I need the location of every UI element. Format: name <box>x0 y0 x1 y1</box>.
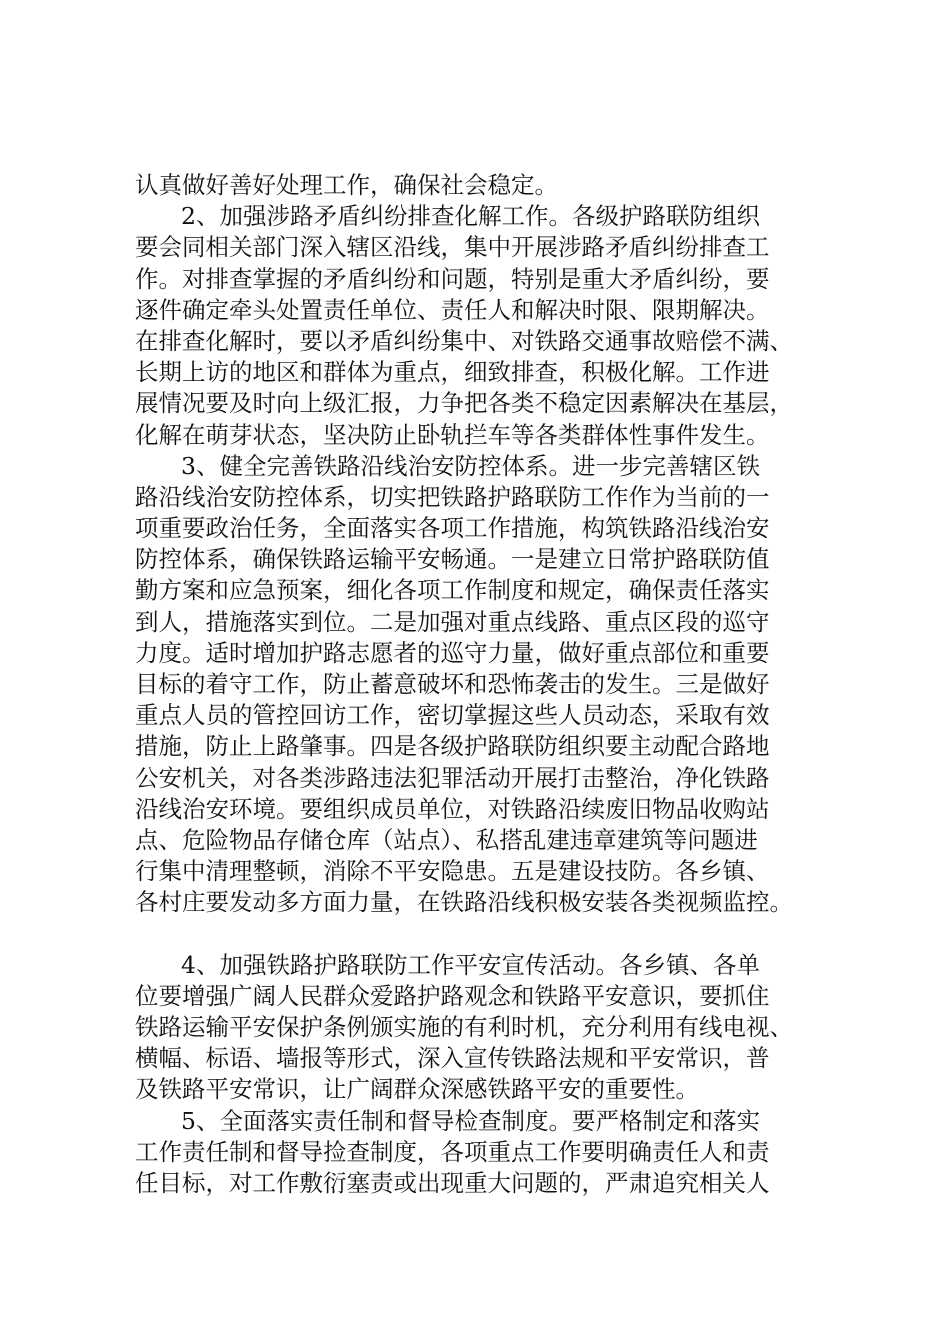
text-line: 路沿线治安防控体系，切实把铁路护路联防工作作为当前的一 <box>135 482 770 511</box>
paragraph-3-start: 3、健全完善铁路沿线治安防控体系。进一步完善辖区铁 <box>181 451 760 480</box>
text-line: 项重要政治任务，全面落实各项工作措施，构筑铁路沿线治安 <box>135 514 770 543</box>
text-line: 勤方案和应急预案，细化各项工作制度和规定，确保责任落实 <box>135 576 770 605</box>
document-body <box>135 170 835 1199</box>
text-line: 横幅、标语、墙报等形式，深入宣传铁路法规和平安常识，普 <box>135 1044 770 1073</box>
text-line: 化解在萌芽状态，坚决防止卧轨拦车等各类群体性事件发生。 <box>135 420 770 449</box>
text-line: 点、危险物品存储仓库（站点）、私搭乱建违章建筑等问题进 <box>135 825 758 854</box>
text-line: 工作责任制和督导捡查制度，各项重点工作要明确责任人和责 <box>135 1137 770 1166</box>
paragraph-2-start: 2、加强涉路矛盾纠纷排查化解工作。各级护路联防组织 <box>181 202 760 231</box>
text-line: 力度。适时增加护路志愿者的巡守力量，做好重点部位和重要 <box>135 638 770 667</box>
paragraph-spacer <box>135 919 835 950</box>
text-line: 在排查化解时，要以矛盾纠纷集中、对铁路交通事故赔偿不满、 <box>135 326 793 355</box>
paragraph-5-start: 5、全面落实责任制和督导检查制度。要严格制定和落实 <box>181 1106 760 1135</box>
text-line: 要会同相关部门深入辖区沿线，集中开展涉路矛盾纠纷排查工 <box>135 233 770 262</box>
text-line: 到人，措施落实到位。二是加强对重点线路、重点区段的巡守 <box>135 607 770 636</box>
text-line: 目标的着守工作，防止蓄意破坏和恐怖袭击的发生。三是做好 <box>135 670 770 698</box>
paragraph-4-start: 4、加强铁路护路联防工作平安宣传活动。各乡镇、各单 <box>181 950 760 979</box>
text-line: 作。对排查掌握的矛盾纠纷和问题，特别是重大矛盾纠纷，要 <box>135 264 770 293</box>
text-line: 长期上访的地区和群体为重点，细致排查，积极化解。工作进 <box>135 358 770 387</box>
text-line: 防控体系，确保铁路运输平安畅通。一是建立日常护路联防值 <box>135 545 770 574</box>
text-line: 逐件确定牵头处置责任单位、责任人和解决时限、限期解决。 <box>135 295 770 324</box>
text-line: 及铁路平安常识，让广阔群众深感铁路平安的重要性。 <box>135 1075 699 1104</box>
text-line: 公安机关，对各类涉路违法犯罪活动开展打击整治，净化铁路 <box>135 763 770 792</box>
text-line: 沿线治安环境。要组织成员单位，对铁路沿续废旧物品收购站 <box>135 794 770 823</box>
text-line: 措施，防止上路肇事。四是各级护路联防组织要主动配合路地 <box>135 732 770 761</box>
text-line: 展情况要及时向上级汇报，力争把各类不稳定因素解决在基层， <box>135 389 793 418</box>
text-line: 任目标，对工作敷衍塞责或出现重大问题的，严肃追究相关人 <box>135 1169 770 1197</box>
text-line: 重点人员的管控回访工作，密切掌握这些人员动态，采取有效 <box>135 701 770 730</box>
text-line: 各村庄要发动多方面力量，在铁路沿线积极安装各类视频监控。 <box>135 888 793 917</box>
text-line: 行集中清理整顿，消除不平安隐患。五是建设技防。各乡镇、 <box>135 857 770 886</box>
text-line: 位要增强广阔人民群众爱路护路观念和铁路平安意识，要抓住 <box>135 981 770 1010</box>
text-line: 铁路运输平安保护条例颁实施的有利时机，充分利用有线电视、 <box>135 1013 793 1042</box>
text-line: 认真做好善好处理工作，确保社会稳定。 <box>135 171 558 199</box>
